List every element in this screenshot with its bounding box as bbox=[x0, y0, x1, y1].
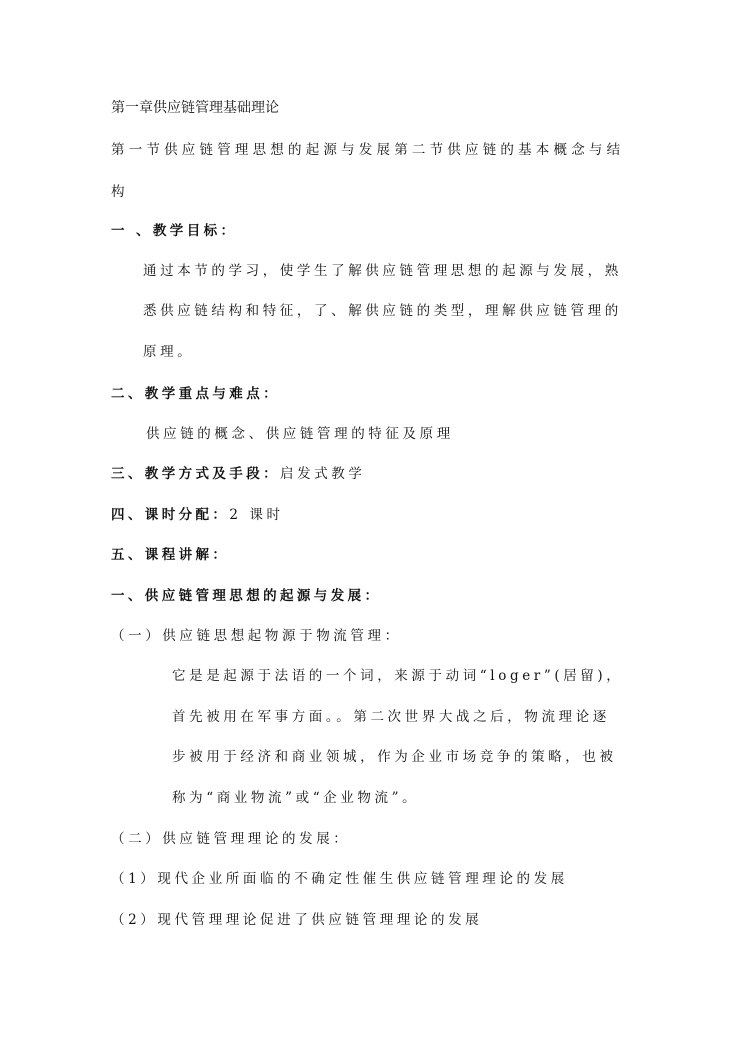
subheading-2: （二）供应链管理理论的发展： bbox=[111, 831, 351, 847]
logistics-paragraph-line-3: 步被用于经济和商业领城，作为企业市场竞争的策略，也被 bbox=[172, 749, 617, 765]
list-item-1: （1）现代企业所面临的不确定性催生供应链管理理论的发展 bbox=[111, 871, 568, 887]
heading-class-hours: 四、课时分配： bbox=[111, 507, 230, 523]
heading-course-explanation: 五、课程讲解： bbox=[111, 547, 230, 563]
goals-paragraph-line-3: 原理。 bbox=[143, 344, 195, 360]
chapter-title: 第一章供应链管理基础理论 bbox=[111, 100, 279, 116]
heading-teaching-method: 三、教学方式及手段： bbox=[111, 466, 280, 482]
logistics-paragraph-line-1: 它是是起源于法语的一个词，来源于动词“loger”(居留)， bbox=[172, 668, 624, 684]
section-title-line-2: 构 bbox=[111, 184, 125, 200]
logistics-paragraph-line-4: 称为“商业物流”或“企业物流”。 bbox=[172, 790, 420, 806]
key-points-text: 供应链的概念、供应链管理的特征及原理 bbox=[146, 426, 454, 442]
subheading-1: （一）供应链思想起物源于物流管理： bbox=[111, 628, 402, 644]
goals-paragraph-line-1: 通过本节的学习，使学生了解供应链管理思想的起源与发展，熟 bbox=[143, 263, 622, 279]
class-hours-row bbox=[111, 506, 284, 524]
goals-paragraph-line-2: 悉供应链结构和特征，了、解供应链的类型，理解供应链管理的 bbox=[143, 303, 622, 319]
heading-origin-development: 一、供应链管理思想的起源与发展： bbox=[111, 588, 382, 604]
heading-teaching-goals: 一 、教学目标： bbox=[111, 223, 238, 239]
teaching-method-row bbox=[111, 465, 366, 483]
heading-key-points: 二、教学重点与难点： bbox=[111, 386, 280, 402]
list-item-2: （2）现代管理理论促进了供应链管理理论的发展 bbox=[111, 912, 483, 928]
logistics-paragraph-line-2: 首先被用在军事方面。。第二次世界大战之后，物流理论逐 bbox=[172, 709, 610, 725]
section-title-line-1: 第一节供应链管理思想的起源与发展第二节供应链的基本概念与结 bbox=[111, 142, 625, 158]
class-hours-value: 2 课时 bbox=[229, 507, 284, 523]
teaching-method-value: 启发式教学 bbox=[280, 466, 366, 482]
